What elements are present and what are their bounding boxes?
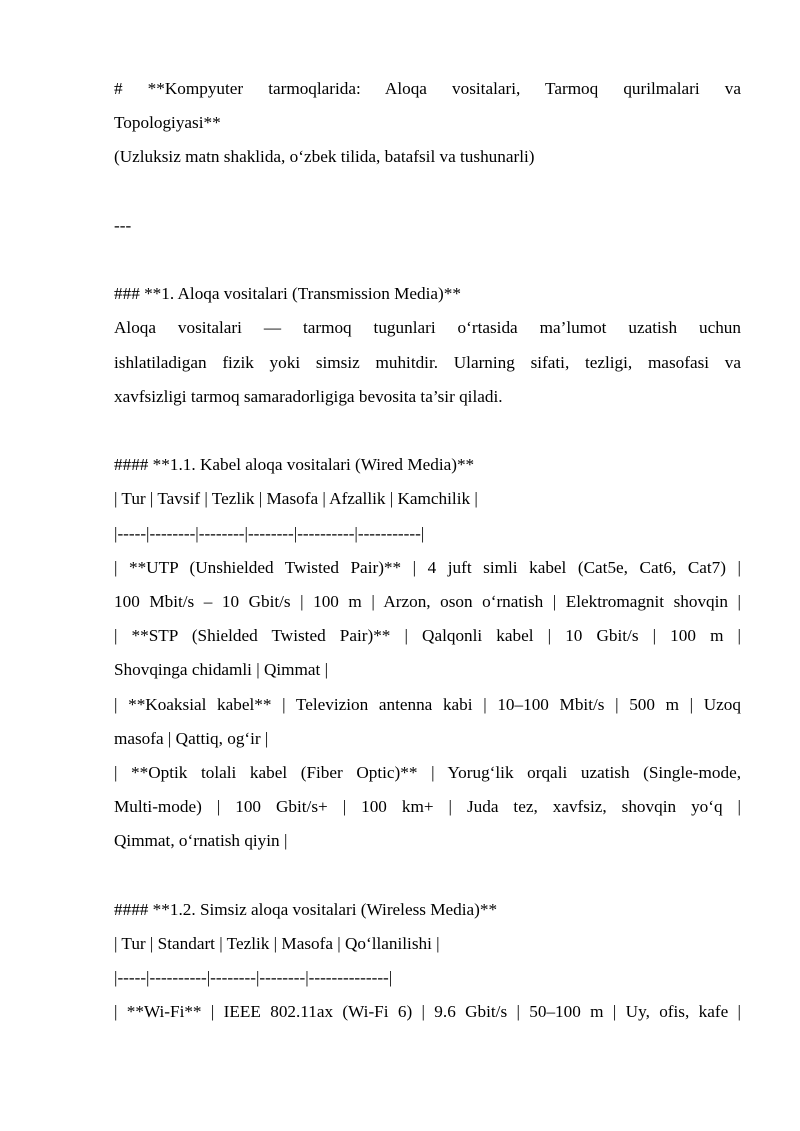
wired-table-row-stp-line-2: Shovqinga chidamli | Qimmat | <box>114 660 329 680</box>
blank-line <box>114 243 741 277</box>
wired-table-row-stp-line-1: | **STP (Shielded Twisted Pair)** | Qalqonli kabel | 10 Gbit/s | 100 m | <box>114 626 741 646</box>
section-1-2-heading: #### **1.2. Simsiz aloqa vositalari (Wireless Media)** <box>114 899 498 919</box>
blank-line <box>114 414 741 448</box>
wired-table-row-fiber-line-1: | **Optik tolali kabel (Fiber Optic)** | Yorug‘lik orqali uzatish (Single-mode, <box>114 763 741 783</box>
section-1-paragraph-line-2: ishlatiladigan fizik yoki simsiz muhitdir. Ularning sifati, tezligi, masofasi va <box>114 352 741 372</box>
document-subtitle: (Uzluksiz matn shaklida, o‘zbek tilida, batafsil va tushunarli) <box>114 147 535 167</box>
document-title-line-1: # **Kompyuter tarmoqlarida: Aloqa vositalari, Tarmoq qurilmalari va <box>114 79 741 98</box>
wired-table-separator: |-----|--------|--------|--------|----------|-----------| <box>114 523 425 543</box>
wired-table-row-coax-line-1: | **Koaksial kabel** | Televizion antenna kabi | 10–100 Mbit/s | 500 m | Uzoq <box>114 694 741 714</box>
wired-table-header: | Tur | Tavsif | Tezlik | Masofa | Afzallik | Kamchilik | <box>114 489 478 509</box>
document-title-line-2: Topologiyasi** <box>114 113 221 133</box>
wired-table-row-utp-line-2: 100 Mbit/s – 10 Gbit/s | 100 m | Arzon, oson o‘rnatish | Elektromagnit shovqin | <box>114 592 741 611</box>
wired-table-row-utp-line-1: | **UTP (Unshielded Twisted Pair)** | 4 juft simli kabel (Cat5e, Cat6, Cat7) | <box>114 557 741 577</box>
section-1-paragraph-line-1: Aloqa vositalari — tarmoq tugunlari o‘rtasida ma’lumot uzatish uchun <box>114 318 741 338</box>
horizontal-separator: --- <box>114 215 132 235</box>
section-1-paragraph-line-3: xavfsizligi tarmoq samaradorligiga bevosita ta’sir qiladi. <box>114 386 503 406</box>
section-1-heading: ### **1. Aloqa vositalari (Transmission Media)** <box>114 284 461 304</box>
wired-table-row-coax-line-2: masofa | Qattiq, og‘ir | <box>114 728 269 748</box>
wireless-table-separator: |-----|----------|--------|--------|--------------| <box>114 968 393 988</box>
wireless-table-header: | Tur | Standart | Tezlik | Masofa | Qo‘llanilishi | <box>114 934 440 954</box>
blank-line <box>114 175 741 209</box>
document-page <box>114 72 741 1030</box>
blank-line <box>114 859 741 893</box>
wired-table-row-fiber-line-2: Multi-mode) | 100 Gbit/s+ | 100 km+ | Juda tez, xavfsiz, shovqin yo‘q | <box>114 797 741 817</box>
wired-table-row-fiber-line-3: Qimmat, o‘rnatish qiyin | <box>114 831 288 851</box>
wireless-table-row-wifi-line-1: | **Wi-Fi** | IEEE 802.11ax (Wi-Fi 6) | 9.6 Gbit/s | 50–100 m | Uy, ofis, kafe | <box>114 1002 741 1022</box>
section-1-1-heading: #### **1.1. Kabel aloqa vositalari (Wired Media)** <box>114 455 475 475</box>
